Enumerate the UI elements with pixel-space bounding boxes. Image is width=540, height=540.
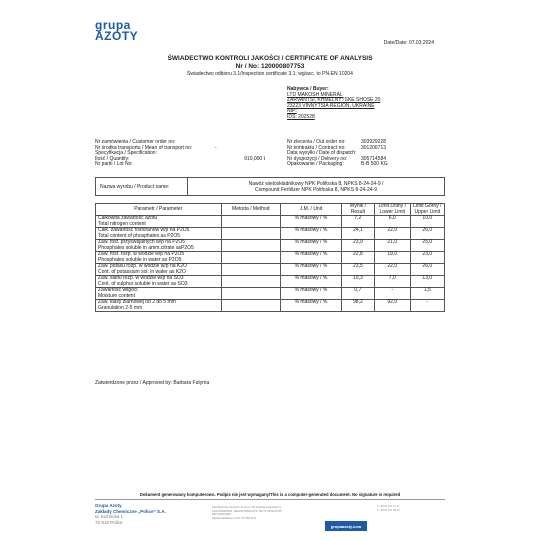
unit-cell: % masowy / % xyxy=(281,288,342,300)
info-key: Nr dyspozycji / Delivery no: xyxy=(287,155,348,162)
info-key: Ilość / Quantity: xyxy=(95,155,130,162)
buyer-line: ZARVANTSI, KHMELNYTSKE SHOSE 20 xyxy=(287,97,381,104)
upper-limit-cell: 1,5 xyxy=(410,288,444,300)
lower-limit-cell: 92,0 xyxy=(374,300,410,312)
buyer-header: Nabywca / Buyer: xyxy=(287,86,329,92)
result-cell: 23,9 xyxy=(341,240,374,252)
unit-cell: % masowy / % xyxy=(281,276,342,288)
param-pl: Zaw. potasu rozp. w wodzie w/p na K2O xyxy=(98,263,187,269)
footer-reg-line: Kapitał zakładowy 1 241 757 680 PLN xyxy=(212,516,256,520)
document-title: ŚWIADECTWO KONTROLI JAKOŚCI / CERTIFICATE OF ANALYSIS xyxy=(167,55,373,62)
upper-limit-cell: 25,0 xyxy=(410,240,444,252)
website-badge[interactable]: grupaazoty.com xyxy=(325,521,367,531)
upper-limit-cell: 13,0 xyxy=(410,276,444,288)
computer-generated-note: Dokument generowany komputerowo. Podpis nie jest wymagany/This is a computer-generated document. No signature is required xyxy=(139,492,401,497)
order-info-right xyxy=(287,140,447,168)
order-info-left xyxy=(95,140,280,168)
param-cell xyxy=(96,300,222,312)
footer-reg-line: KRS 0000015831, REGON 008001270, NIP PL 8510210725 xyxy=(212,509,282,513)
column-header-parameter: Parametr / Parameter xyxy=(96,204,222,216)
column-header-method: Metoda / Method xyxy=(221,204,280,216)
info-key: Nr partii / Lot No: xyxy=(95,161,133,168)
unit-cell: % masowy / % xyxy=(281,264,342,276)
method-cell xyxy=(221,240,280,252)
certificate-subtitle: Świadectwo odbioru 3.1/Inspection certificate 3.1; wg/acc. to PN-EN 10204 xyxy=(187,71,353,77)
results-table xyxy=(95,203,445,312)
product-name-box xyxy=(95,177,445,196)
upper-limit-cell: 26,0 xyxy=(410,264,444,276)
info-key: Nr środka transportu / Mean of transport no: xyxy=(95,144,193,151)
footer-contact xyxy=(377,505,447,512)
info-value: 305714584 xyxy=(361,155,387,162)
result-cell: 22,8 xyxy=(341,252,374,264)
result-cell: 23,5 xyxy=(341,264,374,276)
product-value xyxy=(188,178,444,195)
footer-fax: F +48 91 317 36 03 xyxy=(377,508,400,512)
info-sep: - xyxy=(215,144,217,151)
param-cell xyxy=(96,216,222,228)
method-cell xyxy=(221,264,280,276)
param-cell xyxy=(96,288,222,300)
footer-reg-line: Sąd Rejonowy Szczecin-Centrum XIII Wydział Gospodarczy xyxy=(212,506,282,509)
column-header-lower-limit: Limit Dolny / Lower Limit xyxy=(374,204,410,216)
lower-limit-cell: 7,0 xyxy=(374,276,410,288)
footer-company xyxy=(95,503,166,525)
footer-address-line: 72-010 Police xyxy=(95,519,123,525)
certificate-number: Nr / No: 120000807753 xyxy=(235,63,305,70)
table-row xyxy=(96,240,445,252)
table-row xyxy=(96,264,445,276)
upper-limit-cell: 10,0 xyxy=(410,216,444,228)
info-key: Specyfikacja / Specification: xyxy=(95,150,157,157)
result-cell: 0,7 xyxy=(341,288,374,300)
param-cell xyxy=(96,240,222,252)
lower-limit-cell: 22,0 xyxy=(374,264,410,276)
param-en: Granulation 2-5 mm xyxy=(98,304,143,311)
param-cell xyxy=(96,264,222,276)
upper-limit-cell: 23,0 xyxy=(410,252,444,264)
approved-by: Zatwierdzone przez / Approved by: Barbara Futyma xyxy=(95,380,210,386)
method-cell xyxy=(221,288,280,300)
footer-reg-line: BDO 000004687 xyxy=(212,513,232,517)
method-cell xyxy=(221,276,280,288)
table-header-row xyxy=(96,204,445,216)
table-row xyxy=(96,216,445,228)
table-row xyxy=(96,252,445,264)
info-value: 303929228 xyxy=(361,139,387,145)
footer-registration xyxy=(212,506,322,520)
info-value: B-B 500 KG xyxy=(361,161,388,168)
result-cell: 98,2 xyxy=(341,300,374,312)
info-key: Nr zamówienia / Customer order no: xyxy=(95,139,176,145)
method-cell xyxy=(221,252,280,264)
param-pl: Zaw. fosf. rozp. w wodzie w/p na P2O5 xyxy=(98,251,185,257)
result-cell: 10,3 xyxy=(341,276,374,288)
info-value: 910,000 t xyxy=(244,155,265,162)
upper-limit-cell: - xyxy=(410,300,444,312)
logo-line-1: grupa xyxy=(95,18,131,32)
lower-limit-cell: 21,0 xyxy=(374,240,410,252)
upper-limit-cell: 26,0 xyxy=(410,228,444,240)
info-row xyxy=(287,162,447,168)
result-cell: 24,1 xyxy=(341,228,374,240)
lower-limit-cell: - xyxy=(374,288,410,300)
info-key: Nr kontraktu / Contract no: xyxy=(287,144,346,151)
info-key: Nr zlecenia / Out order no: xyxy=(287,139,346,145)
footer-phone: T +48 91 317 17 17 xyxy=(377,505,400,508)
param-pl: Zawartość wilgoci xyxy=(98,287,138,293)
param-en: Cont. of sulphur soluble in water as SO3 xyxy=(98,280,188,287)
column-header-upper-limit: Limit Górny / Upper Limit xyxy=(410,204,444,216)
footer-company-name: Grupa Azoty xyxy=(95,503,122,508)
info-key: Opakowanie / Packaging: xyxy=(287,161,344,168)
param-pl: Zaw. siarki rozp. w wodzie w/p na SO3 xyxy=(98,275,184,281)
table-row xyxy=(96,300,445,312)
param-pl: Całk. zawartość fosforanów w/p na P2O5 xyxy=(98,227,190,233)
product-label: Nazwa wyrobu / Product name: xyxy=(96,178,188,195)
buyer-line: IDS: 202528 xyxy=(287,113,315,120)
param-cell xyxy=(96,252,222,264)
footer-company-subname: Zakłady Chemiczne „Police” S.A. xyxy=(95,508,166,514)
product-line-1: Nawóz wieloskładnikowy NPK Polifoska 8, NPKS 8-24-24-9 / xyxy=(248,180,384,187)
unit-cell: % masowy / % xyxy=(281,216,342,228)
column-header-result: Wynik / Result xyxy=(341,204,374,216)
unit-cell: % masowy / % xyxy=(281,228,342,240)
footer-address-line: ul. Kuźnicka 1 xyxy=(95,514,124,519)
param-en: Cont. of potassium sol. in water as K2O xyxy=(98,268,186,275)
method-cell xyxy=(221,228,280,240)
param-cell xyxy=(96,276,222,288)
info-key: Data wysyłki / Date of dispatch: xyxy=(287,150,357,157)
info-sep xyxy=(215,162,225,168)
param-pl: Zaw. fosf. przyswajalnych w/p na P2O5 xyxy=(98,239,185,245)
product-line-2: Compound Fertilizer NPK Polifoska 8, NPKS 8-24-24-9 xyxy=(255,186,377,193)
table-row xyxy=(96,276,445,288)
table-row xyxy=(96,288,445,300)
buyer-line: LTD MAKOSH MINERAL xyxy=(287,91,343,98)
param-en: Phosphates soluble in amm.citrate asP2O5 xyxy=(98,244,194,251)
buyer-line: 23223 VINNYTSIA REGION, UKRAINE xyxy=(287,102,375,109)
table-row xyxy=(96,228,445,240)
param-en: Moisture content xyxy=(98,292,135,299)
unit-cell: % masowy / % xyxy=(281,240,342,252)
buyer-line: NIP: xyxy=(287,108,297,115)
buyer-block xyxy=(287,87,447,121)
param-en: Phosphates soluble in water as P2O5 xyxy=(98,256,182,263)
method-cell xyxy=(221,300,280,312)
method-cell xyxy=(221,216,280,228)
lower-limit-cell: 22,0 xyxy=(374,228,410,240)
info-value xyxy=(225,162,265,168)
grupa-azoty-logo xyxy=(95,20,138,42)
param-en: Total nitrogen content xyxy=(98,220,146,227)
unit-cell: % masowy / % xyxy=(281,300,342,312)
logo-line-2: AZOTY xyxy=(95,29,139,43)
result-cell: 7,2 xyxy=(341,216,374,228)
column-header-unit: J.M. / Unit xyxy=(281,204,342,216)
info-row xyxy=(95,162,280,168)
param-cell xyxy=(96,228,222,240)
footer-divider xyxy=(95,499,445,500)
document-date: Date/Date: 07.03.2024 xyxy=(383,40,434,46)
lower-limit-cell: 6,0 xyxy=(374,216,410,228)
param-pl: Całkowita zawartość azotu xyxy=(98,215,158,221)
info-value: 301206713 xyxy=(361,144,387,151)
param-en: Total content of phosphates as P2O5 xyxy=(98,232,180,239)
unit-cell: % masowy / % xyxy=(281,252,342,264)
param-pl: Zaw. klasy ziarnowej od 2 do 5 mm xyxy=(98,299,176,305)
lower-limit-cell: 19,0 xyxy=(374,252,410,264)
